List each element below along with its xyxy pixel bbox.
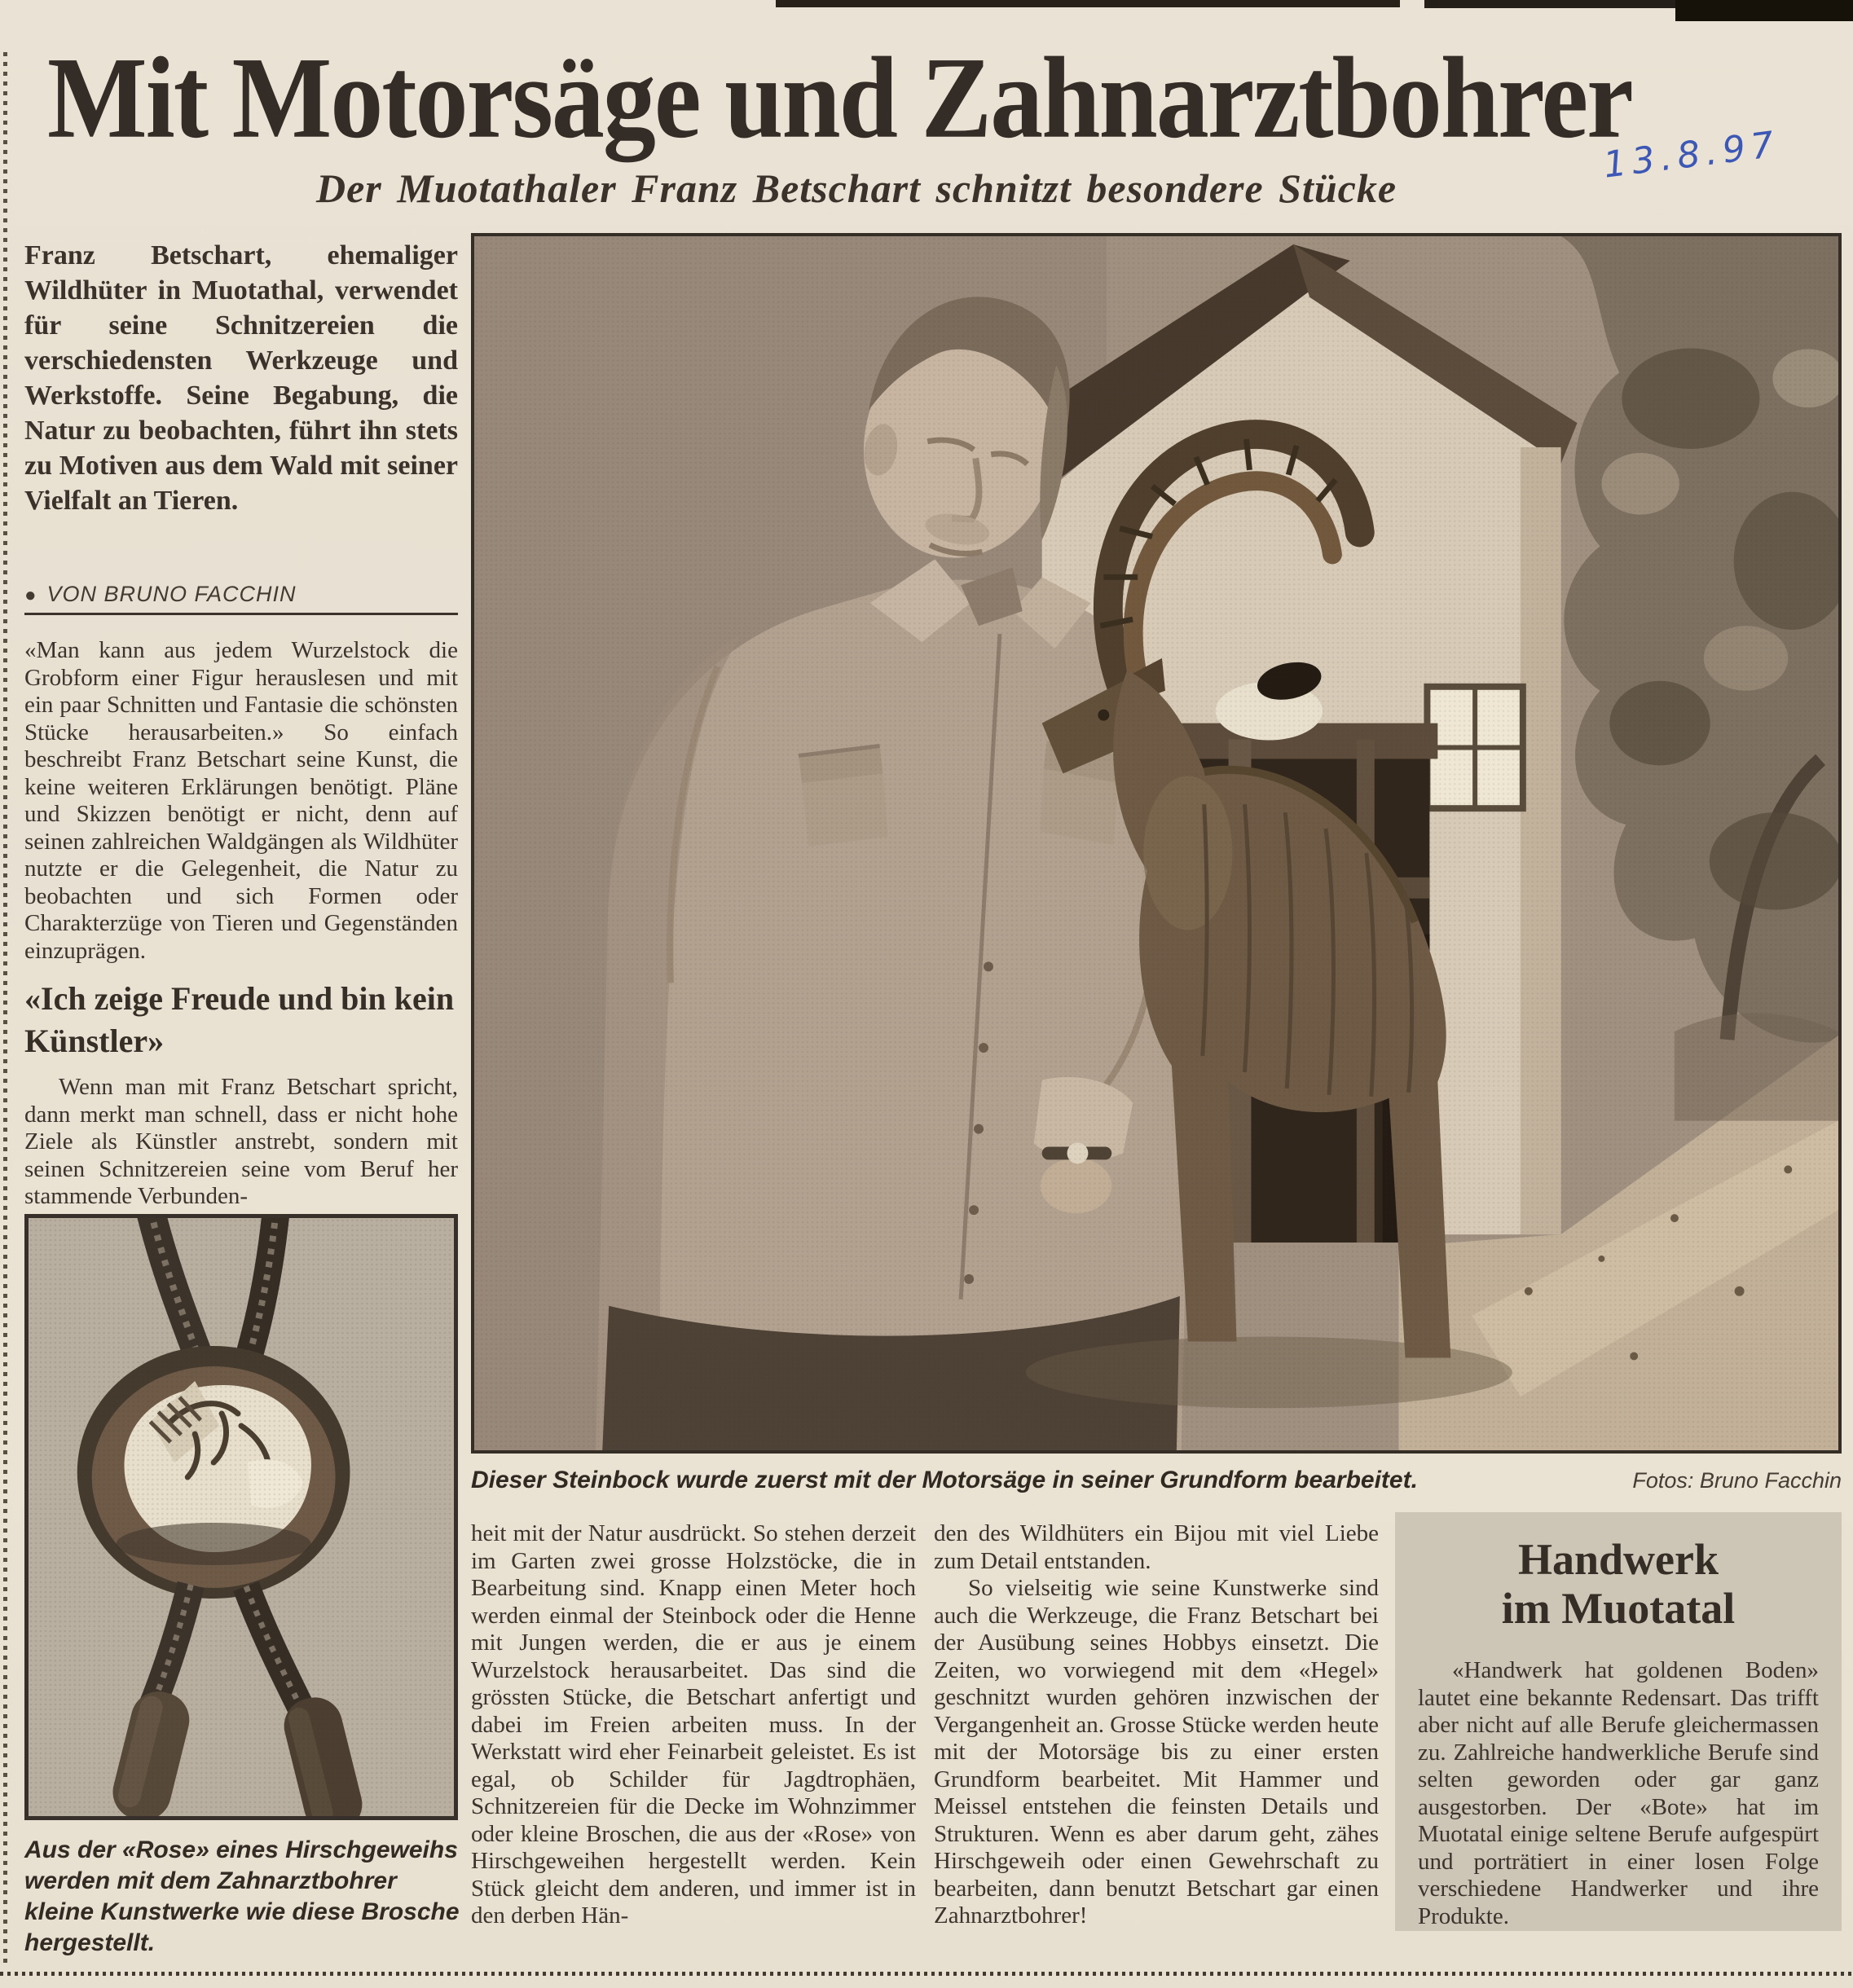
- main-photo-caption: Dieser Steinbock wurde zuerst mit der Motorsäge in seiner Grundform bearbeitet.: [471, 1467, 1418, 1493]
- infobox-title: [1418, 1535, 1819, 1633]
- article-headline: Mit Motorsäge und Zahnarztbohrer: [47, 33, 1632, 163]
- continuation-column-1: heit mit der Natur ausdrückt. So stehen derzeit im Garten zwei grosse Holzstöcke, die in Bearbeitung sind. Knapp einen Meter hoch werden einmal der Steinbock oder die Henne mit Jungen werden, die er aus je einem Wurzelstock herausarbeitet. Das sind die grössten Stücke, die Betschart anfertigt und dabei im Freien arbeiten muss. In der Werkstatt wird eher Feinarbeit geleistet. Es ist egal, ob Schilder für Jagdtrophäen, Schnitzereien für die Decke im Wohnzimmer oder kleine Broschen, die aus der «Rose» von Hirschgeweihen hergestellt werden. Kein Stück gleicht dem anderen, und immer ist in den derben Hän-: [471, 1520, 916, 1929]
- infobox-title-line1: Handwerk: [1517, 1535, 1719, 1584]
- continuation-column-2: [934, 1520, 1379, 1930]
- infobox-body: «Handwerk hat goldenen Boden» lautet eine bekannte Redensart. Das trifft aber nicht auf alle Berufe gleichermassen zu. Zahlreiche handwerkliche Berufe sind selten geworden oder gar ganz ausgestorben. Der «Bote» hat im Muotatal einige seltene Berufe aufgespürt und porträtiert in einer losen Folge verschiedene Handwerker und ihre Produkte.: [1418, 1657, 1819, 1929]
- main-photo-caption-row: [471, 1467, 1842, 1494]
- scan-corner-block: [1675, 0, 1853, 21]
- body-paragraph-2: Wenn man mit Franz Betschart spricht, dann merkt man schnell, dass er nicht hohe Ziele als Künstler anstrebt, sondern mit seinen Schnitzereien seine vom Beruf her stammende Verbunden-: [24, 1074, 458, 1209]
- main-photo-illustration: [474, 236, 1838, 1450]
- section-subheading: «Ich zeige Freude und bin kein Künstler»: [24, 980, 455, 1059]
- lead-paragraph: Franz Betschart, ehemaliger Wildhüter in Muotathal, verwendet für seine Schnitzereien die verschiedensten Werkzeuge und Werkstoffe. Seine Begabung, die Natur zu beobachten, führt ihn stets zu Motiven aus dem Wald mit seiner Vielfalt an Tieren.: [24, 240, 458, 516]
- scan-edge-strip: [776, 0, 1400, 7]
- brooch-photo-illustration: [29, 1218, 454, 1816]
- byline: [24, 582, 458, 607]
- continuation-column-2-paragraph-1: den des Wildhüters ein Bijou mit viel Liebe zum Detail entstanden.: [934, 1520, 1379, 1574]
- main-photo: [471, 233, 1842, 1454]
- body-paragraph-1: «Man kann aus jedem Wurzelstock die Grobform einer Figur herauslesen und mit ein paar Schnitten und Fantasie die schönsten Stücke herausarbeiten.» So einfach beschreibt Franz Betschart seine Kunst, die keine weiteren Erklärungen benötigt. Pläne und Skizzen benötigt er nicht, denn auf seinen zahlreichen Waldgängen als Wildhüter nutzte er die Gelegenheit, die Natur zu beobachten und sich Formen oder Charakterzüge von Tieren und Gegenständen einzuprägen.: [24, 637, 458, 964]
- divider-dotted-bottom: [0, 1972, 1853, 1976]
- side-photo-caption: Aus der «Rose» eines Hirschgeweihs werden mit dem Zahnarztbohrer kleine Kunstwerke wie diese Brosche hergestellt.: [24, 1836, 460, 1956]
- photo-credit: Fotos: Bruno Facchin: [1632, 1468, 1842, 1493]
- article-subheadline: Der Muotathaler Franz Betschart schnitzt besondere Stücke: [316, 165, 1397, 211]
- byline-text: VON BRUNO FACCHIN: [46, 582, 297, 606]
- handwritten-date: 13.8.97: [1601, 123, 1782, 187]
- brooch-photo: [24, 1214, 458, 1820]
- byline-rule: [24, 613, 458, 615]
- byline-bullet-icon: ●: [24, 584, 37, 606]
- continuation-column-2-paragraph-2: So vielseitig wie seine Kunstwerke sind auch die Werkzeuge, die Franz Betschart bei der Ausübung seines Hobbys einsetzt. Die Zeiten, wo vorwiegend mit dem «Hegel» geschnitzt wurden gehören inzwischen der Vergangenheit an. Grosse Stücke werden heute mit der Motorsäge bis zu einer ersten Grundform bearbeitet. Mit Hammer und Meissel entstehen die feinsten Details und Strukturen. Wenn es aber darum geht, zähes Hirschgeweih oder einen Gewehrschaft zu bearbeiten, dann benutzt Betschart gar einen Zahnarztbohrer!: [934, 1575, 1379, 1929]
- infobox-handwerk: [1395, 1512, 1842, 1931]
- infobox-title-line2: im Muotatal: [1501, 1584, 1736, 1633]
- perforation-dots-left: [3, 52, 7, 1964]
